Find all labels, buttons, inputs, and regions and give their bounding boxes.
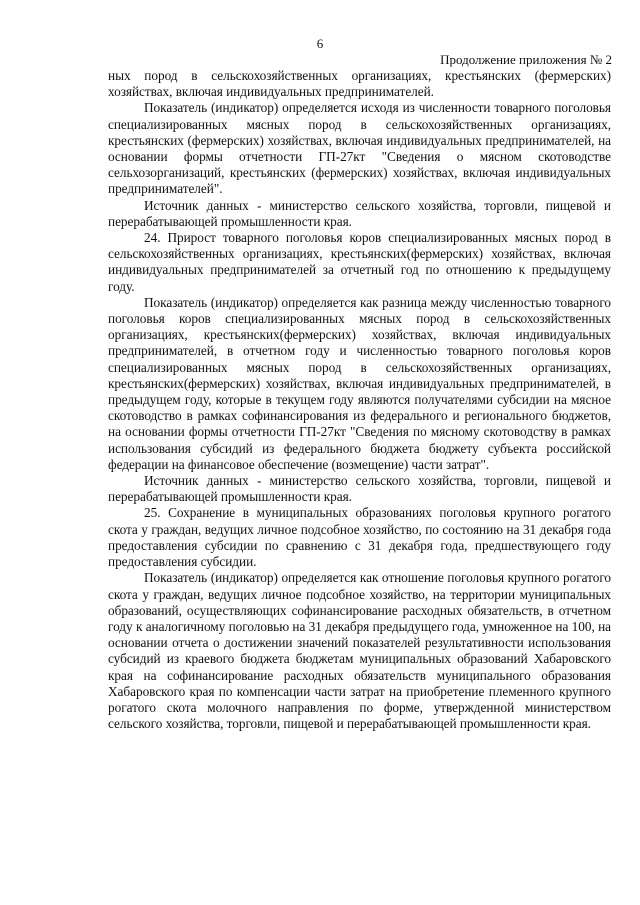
appendix-continuation-label: Продолжение приложения № 2 (440, 52, 612, 67)
paragraph-data-source: Источник данных - министерство сельского хозяйства, торговли, пищевой и перерабатывающей промышленности края. (108, 197, 611, 229)
paragraph-indicator-method: Показатель (индикатор) определяется как разница между численностью товарного поголовья коров специализированных мясных пород в сельскохозяйственных организациях, крестьянских(фермерских) хозяйствах, включая индивидуальных предпринимателей, в отчетном году и численностью товарного поголовья коров специализированных мясных пород в сельскохозяйственных организациях, крестьянских(фермерских) хозяйствах, включая индивидуальных предпринимателей, в предыдущем году, которые в текущем году являются получателями субсидии на мясное скотоводство в рамках софинансирования из федерального и регионального бюджетов, на основании формы отчетности ГП-27кт "Сведения по мясному скотоводству в рамках использования субсидий из федерального бюджета бюджету субъекта российской федерации на финансовое обеспечение (возмещение) части затрат". (108, 294, 611, 472)
paragraph-indicator-method: Показатель (индикатор) определяется как отношение поголовья крупного рогатого скота у граждан, ведущих личное подсобное хозяйство, на территории муниципальных образований, осуществляющих софинансирование расходных обязательств, в отчетном году к аналогичному поголовью на 31 декабря предыдущего года, умноженное на 100, на основании отчета о достижении значений показателей результативности использования субсидий из краевого бюджета бюджетам муниципальных образований Хабаровского края на софинансирование расходных обязательств муниципального образования Хабаровского края по компенсации части затрат на приобретение племенного крупного рогатого скота молочного направления по форме, утвержденной министерством сельского хозяйства, торговли, пищевой и перерабатывающей промышленности края. (108, 570, 611, 732)
paragraph-item-25: 25. Сохранение в муниципальных образованиях поголовья крупного рогатого скота у граждан, ведущих личное подсобное хозяйство, по состоянию на 31 декабря года предоставления субсидии по сравнению с 31 декабря года, предшествующего году предоставления субсидии. (108, 505, 611, 570)
document-body (108, 68, 611, 732)
paragraph-item-24: 24. Прирост товарного поголовья коров специализированных мясных пород в сельскохозяйственных организациях, крестьянских(фермерских) хозяйствах, включая индивидуальных предпринимателей за отчетный год по отношению к предыдущему году. (108, 230, 611, 294)
paragraph-data-source: Источник данных - министерство сельского хозяйства, торговли, пищевой и перерабатывающей промышленности края. (108, 473, 611, 505)
paragraph-continuation: ных пород в сельскохозяйственных организациях, крестьянских (фермерских) хозяйствах, включая индивидуальных предпринимателей. (108, 68, 611, 100)
page-number: 6 (316, 36, 324, 51)
paragraph-indicator-method: Показатель (индикатор) определяется исходя из численности товарного поголовья специализированных мясных пород в сельскохозяйственных организациях, крестьянских (фермерских) хозяйствах, включая индивидуальных предпринимателей, на основании формы отчетности ГП-27кт "Сведения о мясном скотоводстве сельхозорганизаций, крестьянских (фермерских) хозяйствах, включая индивидуальных предпринимателей". (108, 100, 611, 197)
